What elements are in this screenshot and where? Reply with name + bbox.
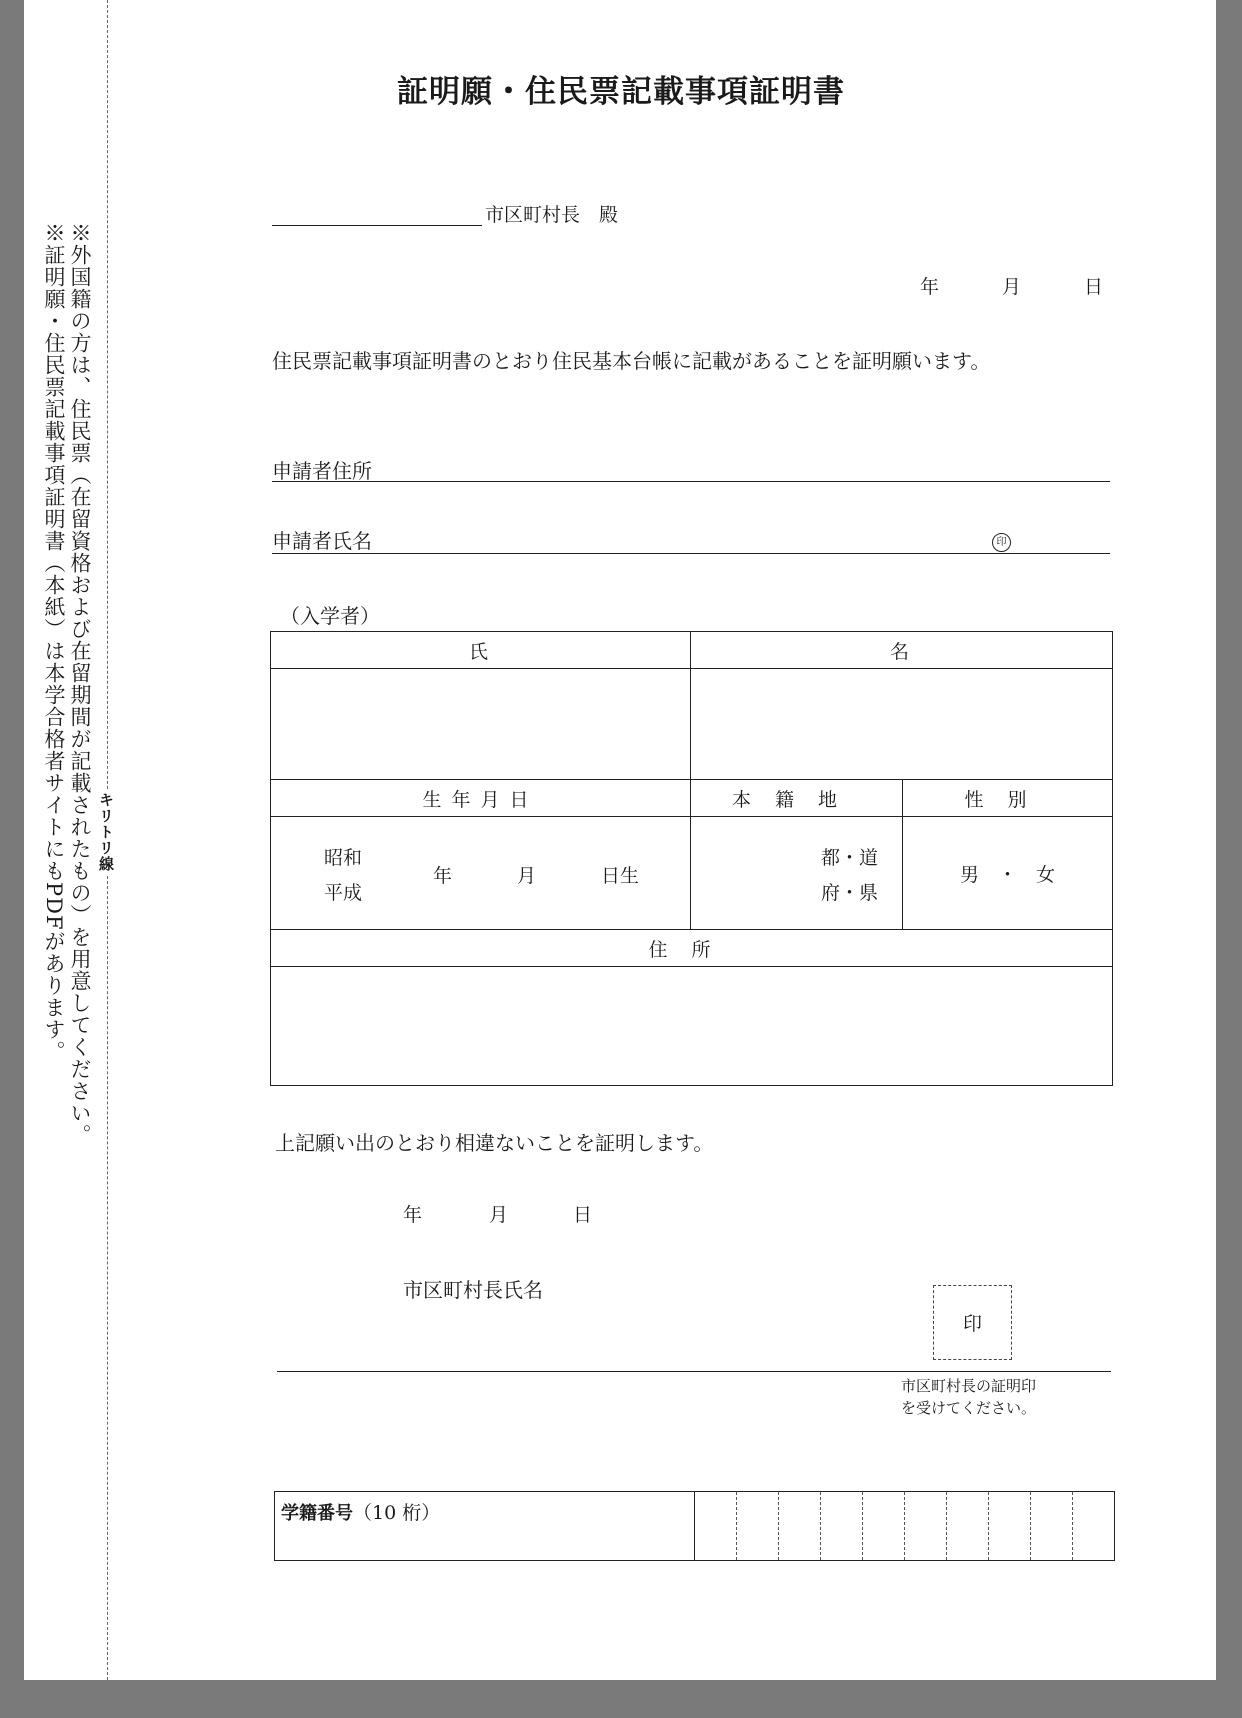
address-header: 住所 [271,930,1113,967]
applicant-name-line [272,553,1110,554]
student-id-digit[interactable] [737,1492,779,1561]
applicant-address-line [272,481,1110,482]
date-bottom-year: 年 [403,1204,423,1226]
birth-month-label: 月 [517,865,537,887]
seal-mark-icon: 印 [992,530,1011,552]
seal-box-label: 印 [962,1313,982,1335]
applicant-name-label: 申請者氏名 [272,529,372,553]
applicant-address-label: 申請者住所 [272,459,372,483]
student-id-digit[interactable] [821,1492,863,1561]
municipality-blank [272,225,482,226]
pdf-availability-note: ※証明願・住民票記載事項証明書（本紙）は本学合格者サイトにもPDFがあります。 [42,222,66,1063]
date-top-year: 年 [920,276,940,298]
seal-note-line1: 市区町村長の証明印 [901,1377,1037,1395]
student-id-label-cell [275,1492,695,1561]
prefecture-line2: 府・県 [821,882,879,904]
cut-line-label: キリトリ線 [97,792,115,872]
student-id-digit[interactable] [1073,1492,1115,1561]
student-id-digit[interactable] [905,1492,947,1561]
student-id-digit[interactable] [947,1492,989,1561]
era-heisei: 平成 [324,882,363,904]
student-id-digit[interactable] [1031,1492,1073,1561]
domicile-header: 本籍地 [691,780,903,817]
student-id-digit[interactable] [863,1492,905,1561]
certify-text: 上記願い出のとおり相違ないことを証明します。 [275,1131,714,1155]
domicile-cell[interactable] [691,817,903,930]
birthdate-cell[interactable] [271,817,691,930]
request-text: 住民票記載事項証明書のとおり住民基本台帳に記載があることを証明願います。 [272,349,991,373]
student-id-digit[interactable] [695,1492,737,1561]
birth-day-label: 日生 [601,865,640,887]
mayor-name-label: 市区町村長氏名 [403,1278,543,1302]
birth-year-label: 年 [433,865,453,887]
enrollee-label: （入学者） [280,604,380,628]
document-title: 証明願・住民票記載事項証明書 [397,74,845,110]
official-seal-box [933,1285,1012,1360]
date-bottom-month: 月 [489,1204,509,1226]
surname-cell[interactable] [271,669,691,780]
student-id-digit[interactable] [989,1492,1031,1561]
birthdate-header: 生年月日 [271,780,691,817]
surname-header: 氏 [271,632,691,669]
student-id-table [274,1491,1115,1561]
addressee-suffix: 市区町村長 殿 [485,204,619,226]
student-id-label: 学籍番号 [281,1503,353,1524]
mayor-signature-line [277,1371,1111,1372]
given-name-cell[interactable] [691,669,1113,780]
prefecture-line1: 都・道 [821,847,879,869]
student-id-digits-note: （10 桁） [353,1502,441,1524]
gender-cell[interactable]: 男 ・ 女 [903,817,1113,930]
enrollee-table [270,631,1113,1086]
student-id-digit[interactable] [779,1492,821,1561]
seal-note-line2: を受けてください。 [901,1399,1037,1417]
address-cell[interactable] [271,967,1113,1086]
era-showa: 昭和 [324,847,363,869]
date-bottom-day: 日 [573,1204,593,1226]
date-top-day: 日 [1084,276,1104,298]
date-top-month: 月 [1002,276,1022,298]
gender-header: 性別 [903,780,1113,817]
foreign-applicant-note: ※外国籍の方は、住民票（在留資格および在留期間が記載されたもの）を用意してください。 [68,222,92,1146]
given-name-header: 名 [691,632,1113,669]
